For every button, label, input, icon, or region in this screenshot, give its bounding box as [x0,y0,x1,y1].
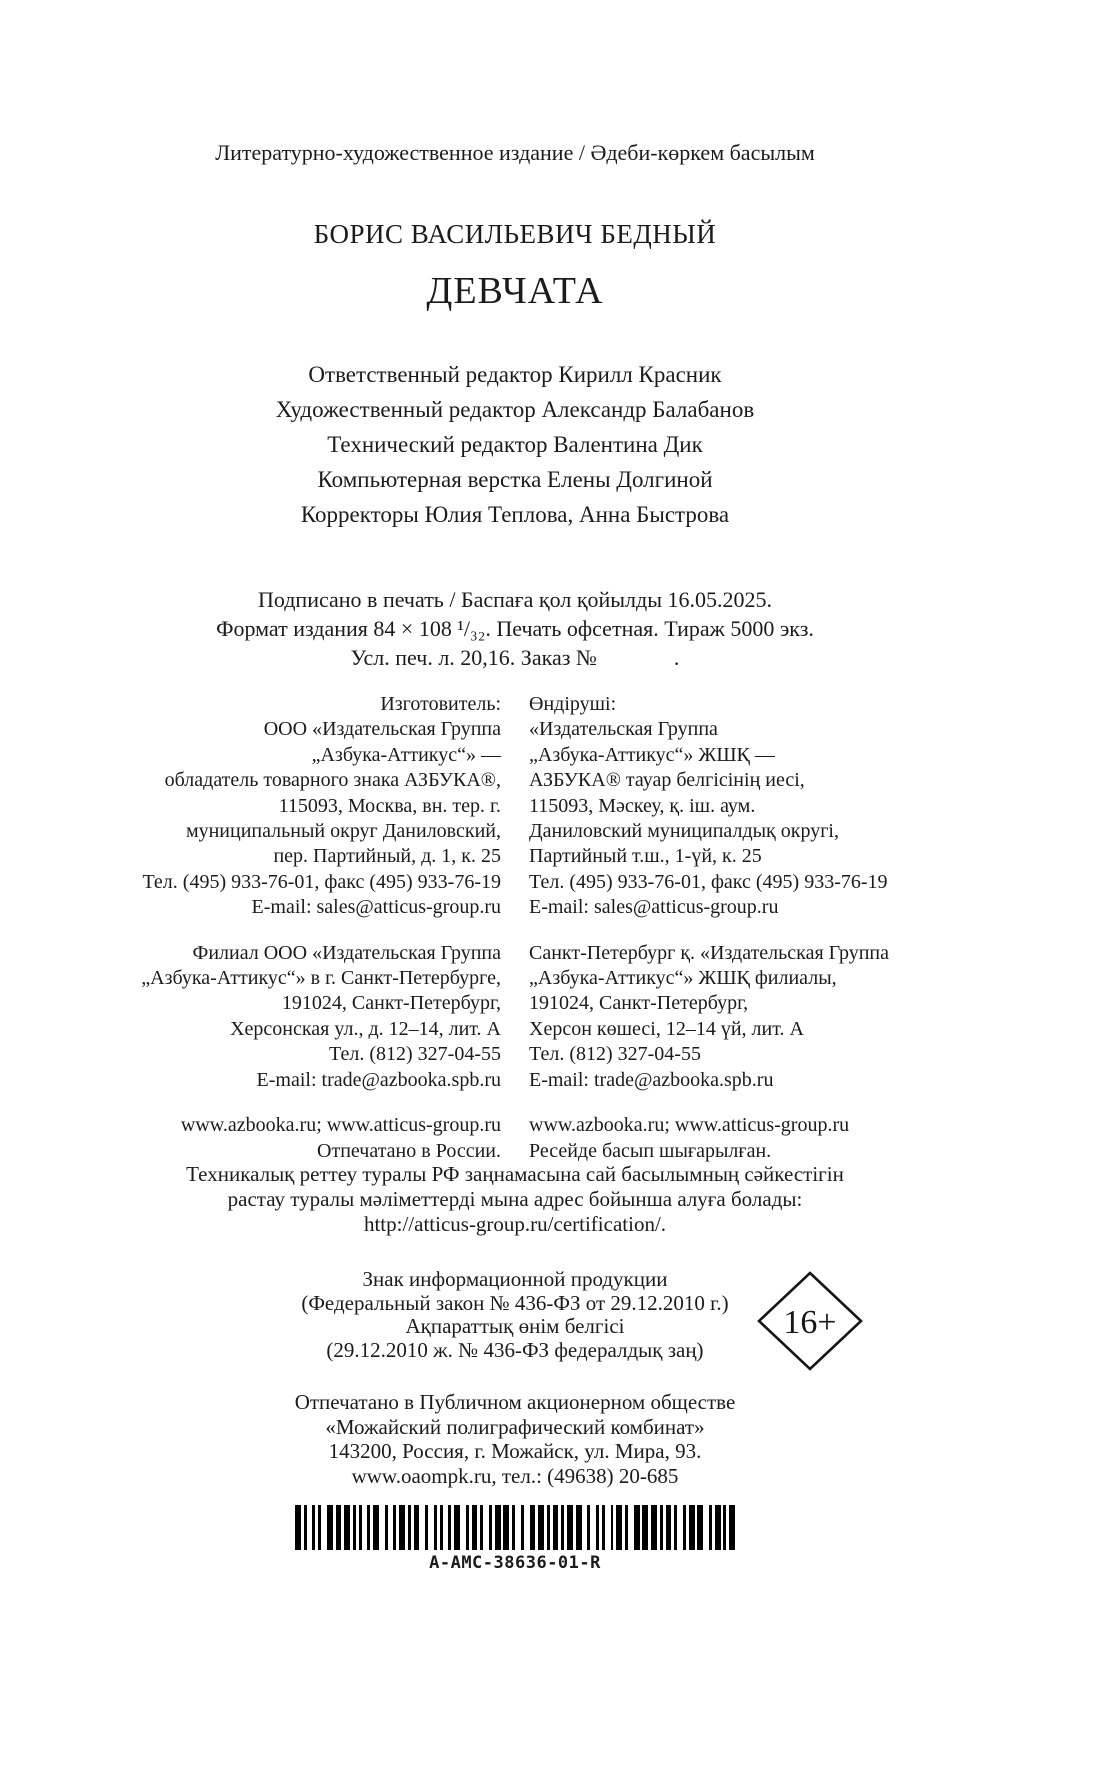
manufacturer-line: Тел. (495) 933-76-01, факс (495) 933-76-19 [529,870,888,893]
manufacturer-line: www.azbooka.ru; www.atticus-group.ru [529,1114,850,1137]
printer-line: www.oaompk.ru, тел.: (49638) 20-685 [351,1463,679,1488]
book-title: ДЕВЧАТА [426,270,604,312]
barcode-bar [729,1505,735,1550]
manufacturer-line: 115093, Москва, вн. тер. г. [278,794,501,817]
manufacturer-line: „Азбука-Аттикус“» ЖШҚ филиалы, [529,967,837,990]
certification-line: растау туралы мәліметтерді мына адрес бойынша алуға болады: [227,1187,803,1211]
barcode-label: A-AMC-38636-01-R [429,1553,601,1573]
info-sign-line: Ақпараттық өнім белгісі [405,1314,625,1338]
manufacturer-line: Отпечатано в России. [317,1139,501,1162]
manufacturer-line: пер. Партийный, д. 1, к. 25 [273,845,501,868]
printer-line: 143200, Россия, г. Можайск, ул. Мира, 93. [328,1439,702,1463]
manufacturer-line: Херсонская ул., д. 12–14, лит. А [230,1017,501,1040]
manufacturer-line: Партийный т.ш., 1-үй, к. 25 [529,845,762,868]
manufacturer-line: «Издательская Группа [529,718,718,741]
staff-line: Ответственный редактор Кирилл Красник [308,362,722,387]
staff-line: Художественный редактор Александр Балабанов [275,397,755,422]
barcode-block [75,1505,955,1573]
certification-line: http://atticus-group.ru/certification/. [363,1212,667,1236]
info-sign-line: Знак информационной продукции [362,1267,668,1291]
manufacturer-line: Херсон көшесі, 12–14 үй, лит. А [529,1017,804,1040]
manufacturer-line: Филиал ООО «Издательская Группа [192,941,501,964]
manufacturer-line: ООО «Издательская Группа [263,718,501,741]
manufacturer-line: www.azbooka.ru; www.atticus-group.ru [180,1114,501,1137]
manufacturer-line: Даниловский муниципалдық округі, [529,820,839,843]
manufacturer-line: Өндіруші: [529,693,617,715]
printer-line: «Можайский полиграфический комбинат» [325,1414,705,1439]
print-run-info [75,585,955,672]
manufacturer-line: 115093, Мәскеу, қ. іш. аум. [529,794,756,817]
edition-type-line: Литературно-художественное издание / Әдеби-көркем басылым [215,140,815,165]
manufacturer-line: E-mail: trade@azbooka.spb.ru [256,1068,501,1091]
manufacturer-line: Санкт-Петербург қ. «Издательская Группа [529,941,889,964]
manufacturer-line: Тел. (812) 327-04-55 [529,1043,701,1066]
manufacturer-line: „Азбука-Аттикус“» — [311,743,501,766]
barcode-image [295,1505,735,1550]
manufacturer-column-russian [75,692,501,1184]
staff-line: Компьютерная верстка Елены Долгиной [317,467,713,492]
manufacturer-line: муниципальный округ Даниловский, [185,820,501,843]
manufacturer-line: обладатель товарного знака АЗБУКА®, [164,769,501,792]
age-rating-badge [757,1271,863,1371]
printing-house-info [75,1390,955,1488]
manufacturer-line: Ресейде басып шығарылған. [529,1139,772,1162]
age-rating-label: 16+ [783,1304,837,1341]
certification-line: Техникалық реттеу туралы РФ заңнамасына сай басылымның сәйкестігін [186,1162,844,1186]
manufacturer-line: 191024, Санкт-Петербург, [281,992,501,1015]
manufacturer-line: Изготовитель: [380,693,501,715]
info-sign-line: (Федеральный закон № 436-ФЗ от 29.12.2010 г.) [301,1290,729,1315]
manufacturer-line: Тел. (812) 327-04-55 [329,1043,501,1066]
manufacturer-line: „Азбука-Аттикус“» в г. Санкт-Петербурге, [141,967,501,990]
certification-notice [75,1162,955,1237]
manufacturer-line: E-mail: sales@atticus-group.ru [529,896,779,919]
manufacturer-line: E-mail: trade@azbooka.spb.ru [529,1068,774,1091]
staff-credits [75,357,955,532]
print-info-line: Усл. печ. л. 20,16. Заказ № . [350,645,680,670]
staff-line: Корректоры Юлия Теплова, Анна Быстрова [300,502,730,527]
manufacturer-line: E-mail: sales@atticus-group.ru [251,896,501,919]
manufacturer-columns [75,692,955,1184]
page-content [75,0,955,1777]
info-sign-line: (29.12.2010 ж. № 436-ФЗ федералдық заң) [326,1337,704,1362]
print-info-line: Подписано в печать / Баспаға қол қойылды 16.05.2025. [257,587,773,612]
manufacturer-line: „Азбука-Аттикус“» ЖШҚ — [529,743,775,766]
manufacturer-line: 191024, Санкт-Петербург, [529,992,749,1015]
manufacturer-line: АЗБУКА® тауар белгісінің иесі, [529,769,805,792]
printer-line: Отпечатано в Публичном акционерном обществе [294,1390,736,1414]
author-name: БОРИС ВАСИЛЬЕВИЧ БЕДНЫЙ [313,219,717,249]
manufacturer-column-kazakh [529,692,955,1184]
print-info-line: Формат издания 84 × 108 ¹/₃₂. Печать офсетная. Тираж 5000 экз. [216,616,814,641]
manufacturer-line: Тел. (495) 933-76-01, факс (495) 933-76-19 [142,870,501,893]
staff-line: Технический редактор Валентина Дик [327,432,703,457]
